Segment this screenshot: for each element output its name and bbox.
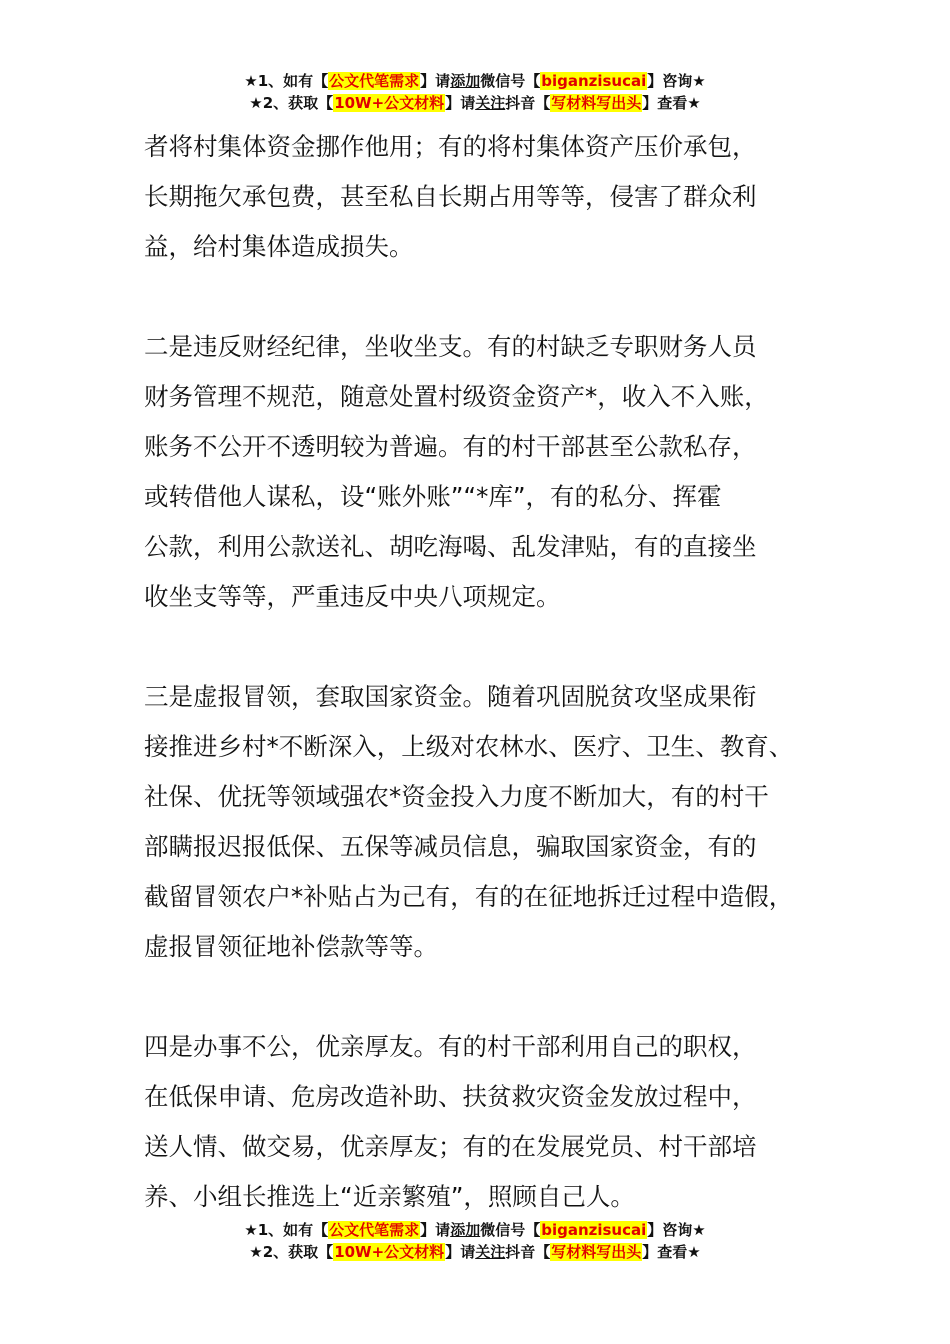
header-line-1-text-b: 微信号【 bbox=[480, 72, 541, 90]
footer-douyin-id-highlight: 写材料写出头 bbox=[551, 1243, 642, 1261]
footer-line-2-suffix: 】查看★ bbox=[642, 1243, 701, 1261]
footer-line-1 bbox=[0, 1219, 950, 1241]
paragraph-1 bbox=[144, 122, 834, 272]
footer-ghostwriting-highlight: 公文代笔需求 bbox=[329, 1221, 420, 1239]
text-line: 长期拖欠承包费，甚至私自长期占用等等，侵害了群众利 bbox=[144, 182, 757, 211]
header-follow-underlined: 关注 bbox=[475, 94, 506, 112]
footer-follow-underlined: 关注 bbox=[475, 1243, 506, 1261]
paragraph-2 bbox=[144, 322, 834, 622]
header-line-2-prefix: ★2、获取【 bbox=[249, 94, 334, 112]
header-banner bbox=[0, 70, 950, 114]
text-line: 收坐支等等，严重违反中央八项规定。 bbox=[144, 582, 561, 611]
footer-line-2-text-a: 】请 bbox=[445, 1243, 476, 1261]
footer-wechat-id-highlight: biganzisucai bbox=[541, 1221, 647, 1239]
text-line: 养、小组长推选上“近亲繁殖”，照顾自己人。 bbox=[144, 1182, 635, 1211]
text-line: 或转借他人谋私，设“账外账”“*库”，有的私分、挥霍 bbox=[144, 482, 722, 511]
text-line: 公款，利用公款送礼、胡吃海喝、乱发津贴，有的直接坐 bbox=[144, 532, 757, 561]
footer-line-1-suffix: 】咨询★ bbox=[647, 1221, 706, 1239]
header-wechat-id-highlight: biganzisucai bbox=[541, 72, 647, 90]
header-materials-highlight: 10W+公文材料 bbox=[334, 94, 445, 112]
header-line-2-text-b: 抖音【 bbox=[505, 94, 551, 112]
header-line-1 bbox=[0, 70, 950, 92]
footer-line-1-text-a: 】请 bbox=[420, 1221, 451, 1239]
footer-line-2-prefix: ★2、获取【 bbox=[249, 1243, 334, 1261]
text-line: 二是违反财经纪律，坐收坐支。有的村缺乏专职财务人员 bbox=[144, 332, 757, 361]
header-line-1-prefix: ★1、如有【 bbox=[244, 72, 329, 90]
header-line-2-suffix: 】查看★ bbox=[642, 94, 701, 112]
text-line: 截留冒领农户*补贴占为己有，有的在征地拆迁过程中造假， bbox=[144, 882, 794, 911]
header-line-2-text-a: 】请 bbox=[445, 94, 476, 112]
text-line: 接推进乡村*不断深入，上级对农林水、医疗、卫生、教育、 bbox=[144, 732, 794, 761]
header-line-2 bbox=[0, 92, 950, 114]
text-line: 部瞒报迟报低保、五保等减员信息，骗取国家资金，有的 bbox=[144, 832, 757, 861]
header-douyin-id-highlight: 写材料写出头 bbox=[551, 94, 642, 112]
header-add-underlined: 添加 bbox=[450, 72, 481, 90]
header-ghostwriting-highlight: 公文代笔需求 bbox=[329, 72, 420, 90]
text-line: 三是虚报冒领，套取国家资金。随着巩固脱贫攻坚成果衔 bbox=[144, 682, 757, 711]
footer-add-underlined: 添加 bbox=[450, 1221, 481, 1239]
text-line: 送人情、做交易，优亲厚友；有的在发展党员、村干部培 bbox=[144, 1132, 757, 1161]
footer-banner bbox=[0, 1219, 950, 1263]
text-line: 虚报冒领征地补偿款等等。 bbox=[144, 932, 438, 961]
text-line: 者将村集体资金挪作他用；有的将村集体资产压价承包， bbox=[144, 132, 757, 161]
header-line-1-text-a: 】请 bbox=[420, 72, 451, 90]
text-line: 社保、优抚等领域强农*资金投入力度不断加大，有的村干 bbox=[144, 782, 769, 811]
document-body bbox=[144, 122, 834, 1272]
text-line: 在低保申请、危房改造补助、扶贫救灾资金发放过程中， bbox=[144, 1082, 757, 1111]
text-line: 账务不公开不透明较为普遍。有的村干部甚至公款私存， bbox=[144, 432, 757, 461]
text-line: 财务管理不规范，随意处置村级资金资产*，收入不入账， bbox=[144, 382, 769, 411]
footer-line-1-prefix: ★1、如有【 bbox=[244, 1221, 329, 1239]
header-line-1-suffix: 】咨询★ bbox=[647, 72, 706, 90]
text-line: 四是办事不公，优亲厚友。有的村干部利用自己的职权， bbox=[144, 1032, 757, 1061]
paragraph-3 bbox=[144, 672, 834, 972]
footer-line-2 bbox=[0, 1241, 950, 1263]
text-line: 益，给村集体造成损失。 bbox=[144, 232, 414, 261]
footer-line-1-text-b: 微信号【 bbox=[480, 1221, 541, 1239]
footer-line-2-text-b: 抖音【 bbox=[505, 1243, 551, 1261]
footer-materials-highlight: 10W+公文材料 bbox=[334, 1243, 445, 1261]
paragraph-4 bbox=[144, 1022, 834, 1222]
